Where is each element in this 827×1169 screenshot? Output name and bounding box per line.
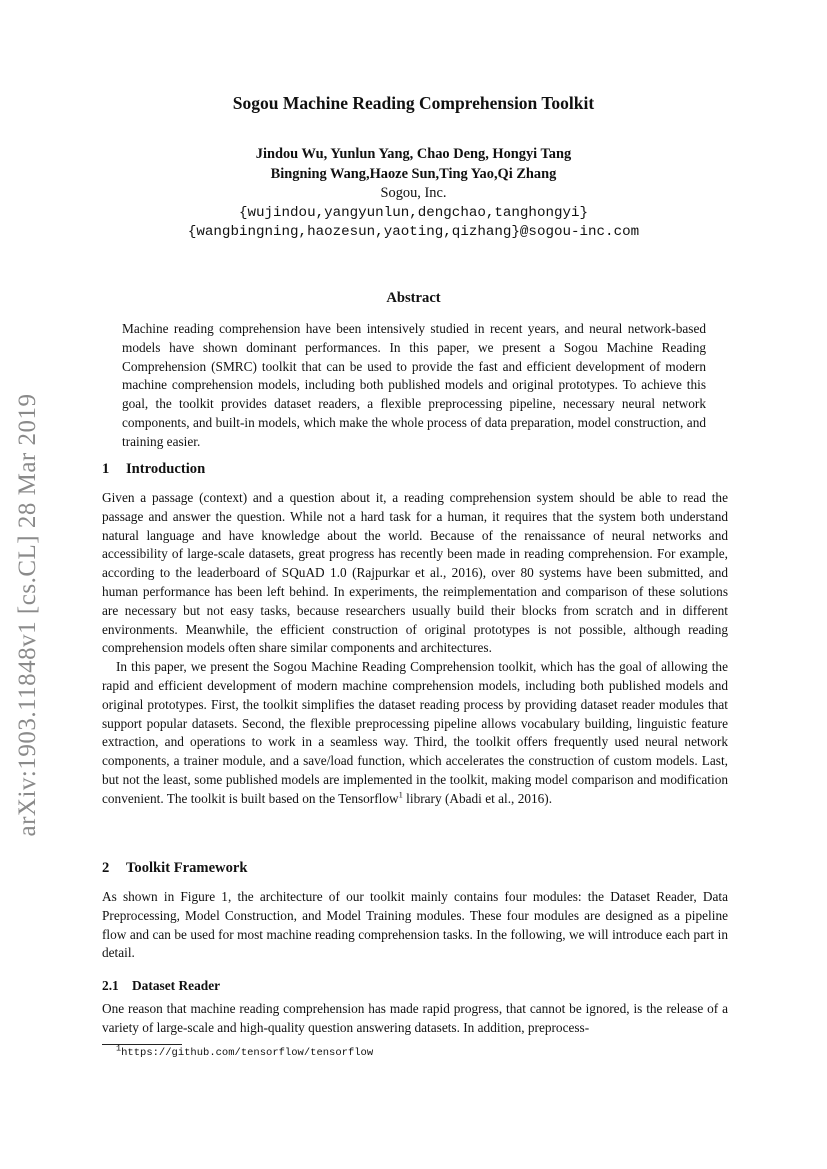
section-1-body — [102, 489, 728, 809]
author-line-1: Jindou Wu, Yunlun Yang, Chao Deng, Hongyi Tang — [255, 146, 572, 162]
footnote-url[interactable]: https://github.com/tensorflow/tensorflow — [121, 1047, 374, 1059]
section-1-number: 1 — [102, 461, 110, 477]
abstract-heading: Abstract — [386, 290, 441, 306]
paper-title: Sogou Machine Reading Comprehension Toolkit — [232, 93, 595, 113]
section-1-paragraph-1: Given a passage (context) and a question about it, a reading comprehension system should be able to read the passage and answer the question. While not a hard task for a human, it requires that the system both understand natural language and have knowledge about the world. Because of the renaissance of neural networks and accessibility of large-scale datasets, great progress has recently been made in reading comprehension. For example, according to the leaderboard of SQuAD 1.0 (Rajpurkar et al., 2016), over 80 systems have been submitted, and human performance has been left behind. In experiments, the reimplementation and comparison of these solutions are necessary but not easy tasks, because researchers usually build their blocks from scratch and in different environments. Meanwhile, the efficient construction of original prototypes is not possible, although reading comprehension models often share similar components and architectures. — [102, 490, 728, 656]
section-2-title: Toolkit Framework — [126, 860, 248, 876]
author-emails-1: {wujindou,yangyunlun,dengchao,tanghongyi} — [238, 204, 589, 221]
section-2-heading — [102, 860, 247, 877]
footnote — [116, 1043, 374, 1059]
author-block — [0, 145, 827, 243]
affiliation: Sogou, Inc. — [380, 185, 447, 201]
section-1-title: Introduction — [126, 461, 206, 477]
arxiv-identifier-stamp — [8, 360, 48, 870]
footnote-marker[interactable]: 1 — [398, 789, 403, 800]
section-2-paragraph-1: As shown in Figure 1, the architecture of our toolkit mainly contains four modules: the Dataset Reader, Data Preprocessing, Model Construction, and Model Training modules. These four modules are designed as a pipeline flow and can be used for most machine reading comprehension tasks. In the following, we will introduce each part in detail. — [102, 889, 728, 961]
subsection-2-1-body — [102, 1000, 728, 1038]
section-1-heading — [102, 461, 205, 478]
author-line-2: Bingning Wang,Haoze Sun,Ting Yao,Qi Zhang — [270, 165, 557, 182]
subsection-2-1-number: 2.1 — [102, 978, 119, 993]
footnote-number: 1 — [116, 1043, 122, 1054]
subsection-2-1-title: Dataset Reader — [132, 978, 221, 993]
subsection-2-1-heading — [102, 978, 220, 994]
section-1-paragraph-2 — [102, 658, 728, 808]
abstract-text: Machine reading comprehension have been intensively studied in recent years, and neural network-based models have shown dominant performances. In this paper, we present a Sogou Machine Reading Comprehension (SMRC) toolkit that can be used to provide the fast and efficient development of modern machine comprehension models, including both published models and original prototypes. To achieve this goal, the toolkit provides dataset readers, a flexible preprocessing pipeline, necessary neural network components, and built-in models, which make the whole process of data preparation, model construction, and training easier. — [122, 321, 706, 449]
section-1-paragraph-2-text: In this paper, we present the Sogou Machine Reading Comprehension toolkit, which has the goal of allowing the rapid and efficient development of modern machine comprehension models, including both published models and original prototypes. First, the toolkit simplifies the dataset reading process by providing dataset reader modules that support popular datasets. Second, the flexible preprocessing pipeline allows vocabulary building, linguistic feature extraction, and operations to work in a seamless way. Third, the toolkit offers frequently used neural network components, a trainer module, and a save/load function, which accelerates the construction of custom models. Last, but not the least, some published models are implemented in the toolkit, making model comparison and modification convenient. The toolkit is built based on the Tensorflow — [102, 659, 728, 806]
arxiv-identifier-text: arXiv:1903.11848v1 [cs.CL] 28 Mar 2019 — [14, 393, 41, 837]
section-2-body — [102, 888, 728, 963]
author-emails-2: {wangbingning,haozesun,yaoting,qizhang}@sogou-inc.com — [187, 224, 640, 240]
section-1-paragraph-2-end: library (Abadi et al., 2016). — [402, 790, 553, 806]
section-2-number: 2 — [102, 860, 110, 876]
subsection-2-1-paragraph-1: One reason that machine reading comprehension has made rapid progress, that cannot be ignored, is the release of a variety of large-scale and high-quality question answering datasets. In addition, preprocess- — [102, 1001, 728, 1035]
footnote-divider — [102, 1044, 182, 1045]
